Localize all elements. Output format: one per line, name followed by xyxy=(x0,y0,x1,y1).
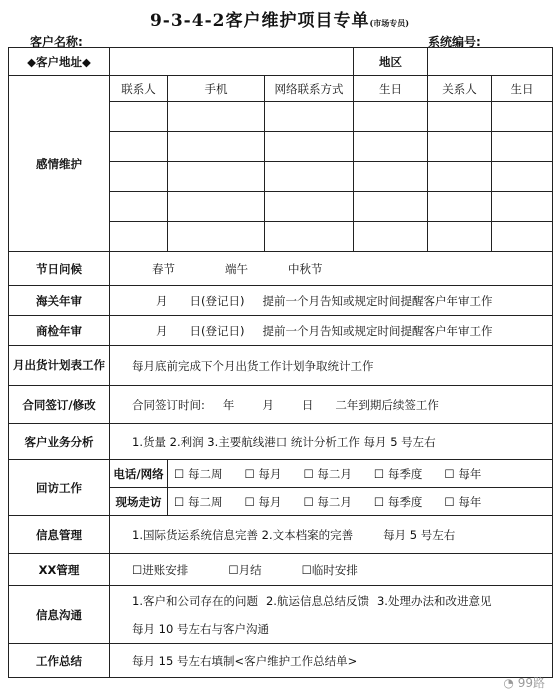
cell[interactable] xyxy=(492,132,553,162)
watermark xyxy=(503,674,545,691)
info-comm-item-2: 2.航运信息总结反馈 xyxy=(265,593,369,608)
visit-phone-opt-quarterly[interactable]: ☐ 每季度 xyxy=(373,466,423,481)
title-main: 9-3-4-2客户维护项目专单 xyxy=(149,11,370,31)
cell[interactable] xyxy=(492,162,553,192)
holiday-mid-autumn: 中秋节 xyxy=(288,261,323,276)
cell[interactable] xyxy=(428,162,492,192)
cell[interactable] xyxy=(428,132,492,162)
info-comm-label: 信息沟通 xyxy=(9,586,110,644)
holiday-label: 节日问候 xyxy=(9,252,110,286)
info-comm-row-1 xyxy=(9,586,553,616)
cell[interactable] xyxy=(168,102,265,132)
visit-phone-opt-monthly[interactable]: ☐ 每月 xyxy=(244,466,282,481)
cell[interactable] xyxy=(354,132,428,162)
info-mgmt-text: 1.国际货运系统信息完善 2.文本档案的完善 xyxy=(132,527,354,542)
holiday-dragon-boat: 端午 xyxy=(225,261,248,276)
holiday-row xyxy=(9,252,553,286)
cell[interactable] xyxy=(168,162,265,192)
info-mgmt-schedule: 每月 5 号左右 xyxy=(383,527,456,542)
cell[interactable] xyxy=(265,132,354,162)
address-row xyxy=(9,48,553,76)
cell[interactable] xyxy=(168,132,265,162)
cell[interactable] xyxy=(354,222,428,252)
cell[interactable] xyxy=(354,162,428,192)
contract-note: 二年到期后续签工作 xyxy=(335,397,439,412)
emotion-header-row xyxy=(9,76,553,102)
inspection-note: 提前一个月告知或规定时间提醒客户年审工作 xyxy=(262,323,493,338)
customs-label: 海关年审 xyxy=(9,286,110,316)
info-mgmt-label: 信息管理 xyxy=(9,516,110,554)
cell[interactable] xyxy=(168,222,265,252)
cell[interactable] xyxy=(110,222,168,252)
visit-phone-opt-biweekly[interactable]: ☐ 每二周 xyxy=(174,466,223,481)
xx-mgmt-row xyxy=(9,554,553,586)
visit-phone-label: 电话/网络 xyxy=(110,460,168,488)
cell[interactable] xyxy=(168,192,265,222)
header-mobile: 手机 xyxy=(168,76,265,102)
visit-onsite-opt-monthly[interactable]: ☐ 每月 xyxy=(244,494,282,509)
title-sub: (市场专员) xyxy=(369,18,410,28)
visit-row-phone xyxy=(9,460,553,488)
page-title xyxy=(0,6,559,31)
contract-row xyxy=(9,386,553,424)
analysis-row xyxy=(9,424,553,460)
system-number-label: 系统编号: xyxy=(428,35,481,49)
shipment-label: 月出货计划表工作 xyxy=(9,346,110,386)
contract-day: 日 xyxy=(301,397,314,412)
inspection-day: 日(登记日) xyxy=(189,323,245,338)
cell[interactable] xyxy=(354,192,428,222)
contract-year: 年 xyxy=(222,397,235,412)
cell[interactable] xyxy=(428,222,492,252)
watermark-text: 99路 xyxy=(517,676,545,690)
address-label: ◆客户地址◆ xyxy=(9,48,110,76)
contract-label: 合同签订/修改 xyxy=(9,386,110,424)
visit-onsite-opt-bimonthly[interactable]: ☐ 每二月 xyxy=(303,494,352,509)
visit-onsite-opt-biweekly[interactable]: ☐ 每二周 xyxy=(174,494,223,509)
visit-phone-opt-bimonthly[interactable]: ☐ 每二月 xyxy=(303,466,352,481)
xx-opt-entry[interactable]: ☐进账安排 xyxy=(132,562,189,577)
header-contact: 联系人 xyxy=(110,76,168,102)
visit-onsite-opt-quarterly[interactable]: ☐ 每季度 xyxy=(373,494,423,509)
region-field[interactable] xyxy=(428,48,553,76)
header-birthday-2: 生日 xyxy=(492,76,553,102)
inspection-row xyxy=(9,316,553,346)
summary-text: 每月 15 号左右填制<客户维护工作总结单> xyxy=(110,644,553,678)
summary-row xyxy=(9,644,553,678)
cell[interactable] xyxy=(265,222,354,252)
header-network: 网络联系方式 xyxy=(265,76,354,102)
info-comm-schedule: 每月 10 号左右与客户沟通 xyxy=(110,616,553,644)
info-mgmt-row xyxy=(9,516,553,554)
customer-name-label: 客户名称: xyxy=(30,35,83,49)
analysis-text: 1.货量 2.利润 3.主要航线港口 统计分析工作 每月 5 号左右 xyxy=(110,424,553,460)
cell[interactable] xyxy=(265,162,354,192)
chat-bubble-icon: ◔ xyxy=(503,676,518,690)
visit-phone-opt-yearly[interactable]: ☐ 每年 xyxy=(444,466,482,481)
customs-note: 提前一个月告知或规定时间提醒客户年审工作 xyxy=(262,293,493,308)
inspection-label: 商检年审 xyxy=(9,316,110,346)
xx-opt-monthly[interactable]: ☐月结 xyxy=(228,562,262,577)
summary-label: 工作总结 xyxy=(9,644,110,678)
visit-onsite-opt-yearly[interactable]: ☐ 每年 xyxy=(444,494,482,509)
maintenance-form-table xyxy=(8,47,553,678)
header-birthday: 生日 xyxy=(354,76,428,102)
cell[interactable] xyxy=(265,102,354,132)
cell[interactable] xyxy=(110,102,168,132)
cell[interactable] xyxy=(492,102,553,132)
cell[interactable] xyxy=(492,192,553,222)
shipment-text: 每月底前完成下个月出货工作计划争取统计工作 xyxy=(110,346,553,386)
visit-onsite-label: 现场走访 xyxy=(110,488,168,516)
region-label: 地区 xyxy=(354,48,428,76)
customs-month: 月 xyxy=(156,293,168,308)
xx-mgmt-label: XX管理 xyxy=(9,554,110,586)
header-relation: 关系人 xyxy=(428,76,492,102)
contract-month: 月 xyxy=(262,397,274,412)
cell[interactable] xyxy=(110,162,168,192)
customs-day: 日(登记日) xyxy=(189,293,245,308)
analysis-label: 客户业务分析 xyxy=(9,424,110,460)
shipment-row xyxy=(9,346,553,386)
cell[interactable] xyxy=(428,102,492,132)
customs-row xyxy=(9,286,553,316)
info-comm-item-3: 3.处理办法和改进意见 xyxy=(376,593,492,608)
contract-date-label: 合同签订时间: xyxy=(132,397,205,412)
xx-opt-temp[interactable]: ☐临时安排 xyxy=(301,562,358,577)
info-comm-item-1: 1.客户和公司存在的问题 xyxy=(132,593,258,608)
cell[interactable] xyxy=(354,102,428,132)
holiday-spring: 春节 xyxy=(152,261,175,276)
visit-label: 回访工作 xyxy=(9,460,110,516)
cell[interactable] xyxy=(265,192,354,222)
cell[interactable] xyxy=(110,132,168,162)
cell[interactable] xyxy=(428,192,492,222)
cell[interactable] xyxy=(110,192,168,222)
emotion-label: 感情维护 xyxy=(9,76,110,252)
inspection-month: 月 xyxy=(156,323,168,338)
address-field[interactable] xyxy=(110,48,354,76)
cell[interactable] xyxy=(492,222,553,252)
